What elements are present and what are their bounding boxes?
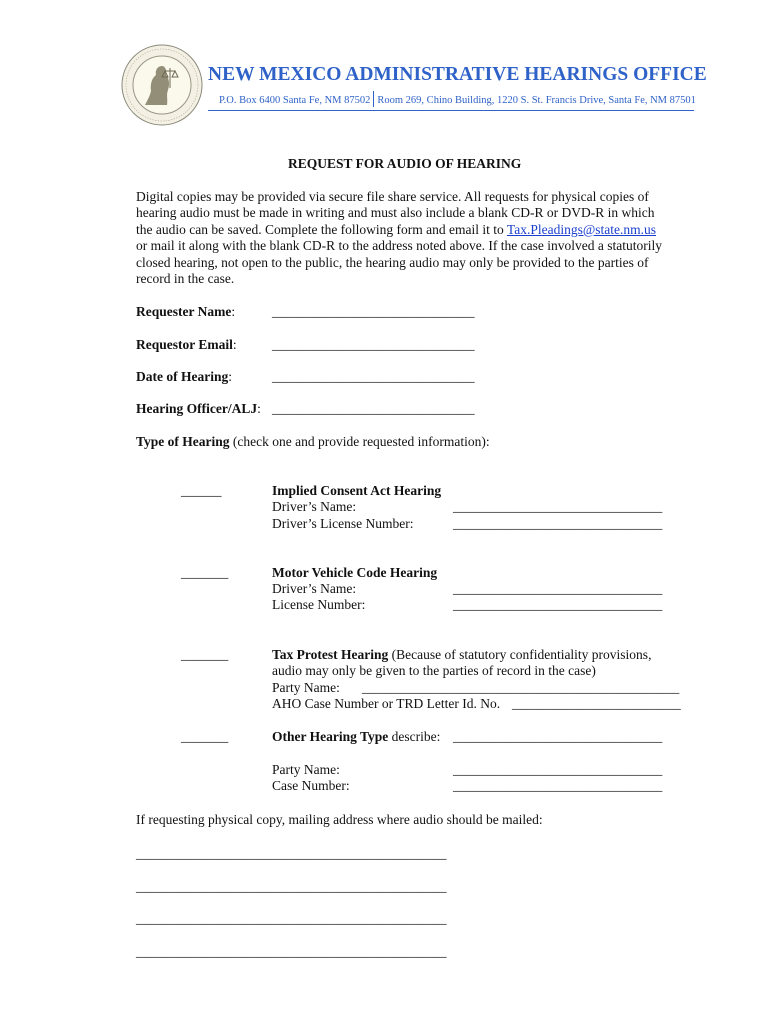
po-box-address: P.O. Box 6400 Santa Fe, NM 87502 [219,95,371,106]
motor-drivers-name-field[interactable]: _______________________________ [453,581,663,596]
mailing-address-line[interactable]: ______________________________________________ [136,944,447,959]
tax-protest-checkbox[interactable]: _______ [181,647,229,662]
intro-line: or mail it along with the blank CD-R to the address noted above. If the case involved a statutorily [136,238,662,254]
type-of-hearing-heading: Type of Hearing (check one and provide requested information): [136,434,490,449]
implied-consent-checkbox[interactable]: ______ [181,483,222,498]
tax-case-number-field[interactable]: _________________________ [512,696,681,711]
tax-party-name-field[interactable]: _______________________________________________ [362,680,680,695]
tax-protest-title: Tax Protest Hearing (Because of statutory confidentiality provisions, [272,647,652,662]
other-hearing-checkbox[interactable]: _______ [181,729,229,744]
office-title: NEW MEXICO ADMINISTRATIVE HEARINGS OFFICE [208,64,707,85]
tax-party-name-label: Party Name: [272,680,340,695]
implied-consent-title: Implied Consent Act Hearing [272,483,442,498]
mailing-address-line[interactable]: ______________________________________________ [136,846,447,861]
requestor-email-field[interactable]: ______________________________ [272,337,475,352]
requestor-email-label: Requestor Email: [136,337,237,352]
implied-drivers-name-label: Driver’s Name: [272,499,357,514]
other-hearing-describe-field[interactable]: _______________________________ [453,729,663,744]
motor-license-number-label: License Number: [272,597,366,612]
hearing-officer-label: Hearing Officer/ALJ: [136,401,261,416]
date-of-hearing-label: Date of Hearing: [136,369,232,384]
motor-vehicle-checkbox[interactable]: _______ [181,565,229,580]
requester-name-field[interactable]: ______________________________ [272,304,475,319]
intro-line: hearing audio must be made in writing and must also include a blank CD-R or DVD-R in which [136,205,655,221]
state-seal-logo [121,44,203,126]
intro-paragraph [136,189,681,287]
intro-line: the audio can be saved. Complete the following form and email it to Tax.Pleadings@state.nm.us [136,221,657,237]
office-address [219,91,696,107]
mailing-address-label: If requesting physical copy, mailing address where audio should be mailed: [136,812,543,827]
implied-drivers-name-field[interactable]: _______________________________ [453,499,663,514]
other-case-number-label: Case Number: [272,778,350,793]
address-divider [373,91,374,107]
date-of-hearing-field[interactable]: ______________________________ [272,369,475,384]
tax-protest-note: audio may only be given to the parties of record in the case) [272,663,596,678]
mailing-address-line[interactable]: ______________________________________________ [136,879,447,894]
other-party-name-label: Party Name: [272,762,340,777]
implied-license-number-field[interactable]: _______________________________ [453,516,663,531]
other-party-name-field[interactable]: _______________________________ [453,762,663,777]
implied-license-number-label: Driver’s License Number: [272,516,414,531]
intro-line: record in the case. [136,271,235,287]
intro-line: closed hearing, not open to the public, the hearing audio may only be provided to the parties of [136,254,649,270]
motor-vehicle-title: Motor Vehicle Code Hearing [272,565,438,580]
intro-line: Digital copies may be provided via secure file share service. All requests for physical copies of [136,189,649,204]
hearing-officer-field[interactable]: ______________________________ [272,401,475,416]
other-hearing-title: Other Hearing Type describe: [272,729,441,744]
email-link[interactable]: Tax.Pleadings@state.nm.us [506,221,657,237]
header-rule [208,110,694,111]
requester-name-label: Requester Name: [136,304,236,319]
mailing-address-line[interactable]: ______________________________________________ [136,911,447,926]
motor-license-number-field[interactable]: _______________________________ [453,597,663,612]
tax-case-number-label: AHO Case Number or TRD Letter Id. No. [272,696,501,711]
motor-drivers-name-label: Driver’s Name: [272,581,357,596]
street-address: Room 269, Chino Building, 1220 S. St. Francis Drive, Santa Fe, NM 87501 [377,95,696,106]
other-case-number-field[interactable]: _______________________________ [453,778,663,793]
form-title: REQUEST FOR AUDIO OF HEARING [288,156,522,171]
